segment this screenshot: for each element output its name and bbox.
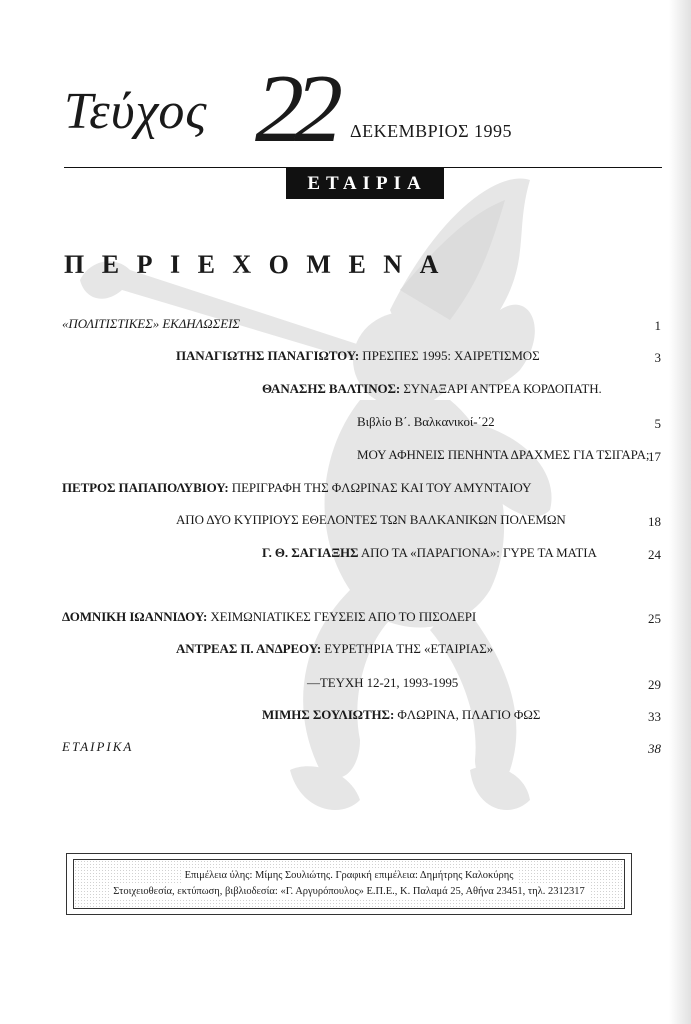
toc-entry-page: 24	[648, 547, 661, 562]
toc-entry-title: ΠΕΡΙΓΡΑΦΗ ΤΗΣ ΦΛΩΡΙΝΑΣ ΚΑΙ ΤΟΥ ΑΜΥΝΤΑΙΟΥ	[231, 480, 532, 495]
toc-entry[interactable]	[62, 316, 240, 332]
toc-entry[interactable]	[262, 707, 540, 723]
toc-entry-author: ΠΕΤΡΟΣ ΠΑΠΑΠΟΛΥΒΙΟΥ:	[62, 480, 229, 495]
credits-line-printer: Στοιχειοθεσία, εκτύπωση, βιβλιοδεσία: «Γ. Αργυρόπουλος» Ε.Π.Ε., Κ. Παλαμά 25, Αθήνα 23451, τηλ. 2312317	[109, 884, 588, 900]
toc-entry-page: 29	[648, 677, 661, 692]
toc-entry[interactable]	[62, 480, 531, 496]
credits-box	[66, 853, 632, 915]
toc-entry[interactable]	[62, 739, 133, 755]
toc-entry[interactable]	[357, 414, 495, 430]
toc-entry-title: ΑΠΟ ΤΑ «ΠΑΡΑΓΙΟΝΑ»: ΓΥΡΕ ΤΑ ΜΑΤΙΑ	[360, 545, 597, 560]
toc-entry-page: 1	[654, 318, 661, 333]
toc-entry[interactable]	[262, 545, 597, 561]
credits-inner-frame	[73, 859, 625, 909]
toc-entry-title: ΑΠΟ ΔΥΟ ΚΥΠΡΙΟΥΣ ΕΘΕΛΟΝΤΕΣ ΤΩΝ ΒΑΛΚΑΝΙΚΩΝ ΠΟΛΕΜΩΝ	[176, 512, 566, 527]
journal-name-banner	[286, 168, 444, 199]
toc-entry[interactable]	[307, 675, 458, 691]
toc-entry[interactable]	[262, 381, 602, 397]
toc-entry[interactable]	[176, 512, 566, 528]
toc-entry-author: ΑΝΤΡΕΑΣ Π. ΑΝΔΡΕΟΥ:	[176, 641, 322, 656]
toc-entry[interactable]	[176, 641, 493, 657]
toc-entry-page: 3	[654, 350, 661, 365]
page-edge-shadow	[669, 0, 691, 1024]
toc-entry-page: 33	[648, 709, 661, 724]
toc-entry-author: Γ. Θ. ΣΑΓΙΑΞΗΣ	[262, 545, 359, 560]
toc-entry-author: ΠΑΝΑΓΙΩΤΗΣ ΠΑΝΑΓΙΩΤΟΥ:	[176, 348, 360, 363]
issue-date: ΔΕΚΕΜΒΡΙΟΣ 1995	[350, 121, 513, 141]
toc-entry-author: ΜΙΜΗΣ ΣΟΥΛΙΩΤΗΣ:	[262, 707, 395, 722]
toc-entry-title: ΜΟΥ ΑΦΗΝΕΙΣ ΠΕΝΗΝΤΑ ΔΡΑΧΜΕΣ ΓΙΑ ΤΣΙΓΑΡΑ;	[357, 447, 650, 462]
toc-entry-author: ΘΑΝΑΣΗΣ ΒΑΛΤΙΝΟΣ:	[262, 381, 401, 396]
issue-word: Τεύχος	[64, 83, 208, 140]
toc-entry[interactable]	[357, 447, 649, 463]
journal-name: ΕΤΑΙΡΙΑ	[307, 172, 427, 194]
toc-heading: ΠΕΡΙΕΧΟΜΕΝΑ	[64, 250, 456, 279]
toc-entry-title: ΦΛΩΡΙΝΑ, ΠΛΑΓΙΟ ΦΩΣ	[397, 707, 541, 722]
toc-entry[interactable]	[176, 348, 540, 364]
toc-entry-title: Βιβλίο Β΄. Βαλκανικοί-΄22	[357, 414, 495, 429]
toc-entry-title: ΕΤΑΙΡΙΚΑ	[62, 739, 134, 754]
toc-entry-author: ΔΟΜΝΙΚΗ ΙΩΑΝΝΙΔΟΥ:	[62, 609, 208, 624]
toc-entry-title: ΣΥΝΑΞΑΡΙ ΑΝΤΡΕΑ ΚΟΡΔΟΠΑΤΗ.	[403, 381, 602, 396]
toc-entry-title: ΠΡΕΣΠΕΣ 1995: ΧΑΙΡΕΤΙΣΜΟΣ	[362, 348, 540, 363]
toc-entry-title: ΕΥΡΕΤΗΡΙΑ ΤΗΣ «ΕΤΑΙΡΙΑΣ»	[324, 641, 494, 656]
toc-entry-page: 18	[648, 514, 661, 529]
issue-number: 22	[255, 55, 333, 163]
credits-line-editors: Επιμέλεια ύλης: Μίμης Σουλιώτης. Γραφική επιμέλεια: Δημήτρης Καλοκύρης	[181, 868, 518, 884]
toc-entry-title: ΧΕΙΜΩΝΙΑΤΙΚΕΣ ΓΕΥΣΕΙΣ ΑΠΟ ΤΟ ΠΙΣΟΔΕΡΙ	[210, 609, 477, 624]
toc-entry[interactable]	[62, 609, 476, 625]
toc-entry-page: 5	[654, 416, 661, 431]
toc-entry-title: «ΠΟΛΙΤΙΣΤΙΚΕΣ» ΕΚΔΗΛΩΣΕΙΣ	[62, 316, 240, 331]
toc-entry-page: 25	[648, 611, 661, 626]
toc-entry-page: 38	[648, 741, 661, 756]
toc-entry-title: —ΤΕΥΧΗ 12-21, 1993-1995	[307, 675, 459, 690]
toc-entry-page: 17	[648, 449, 661, 464]
